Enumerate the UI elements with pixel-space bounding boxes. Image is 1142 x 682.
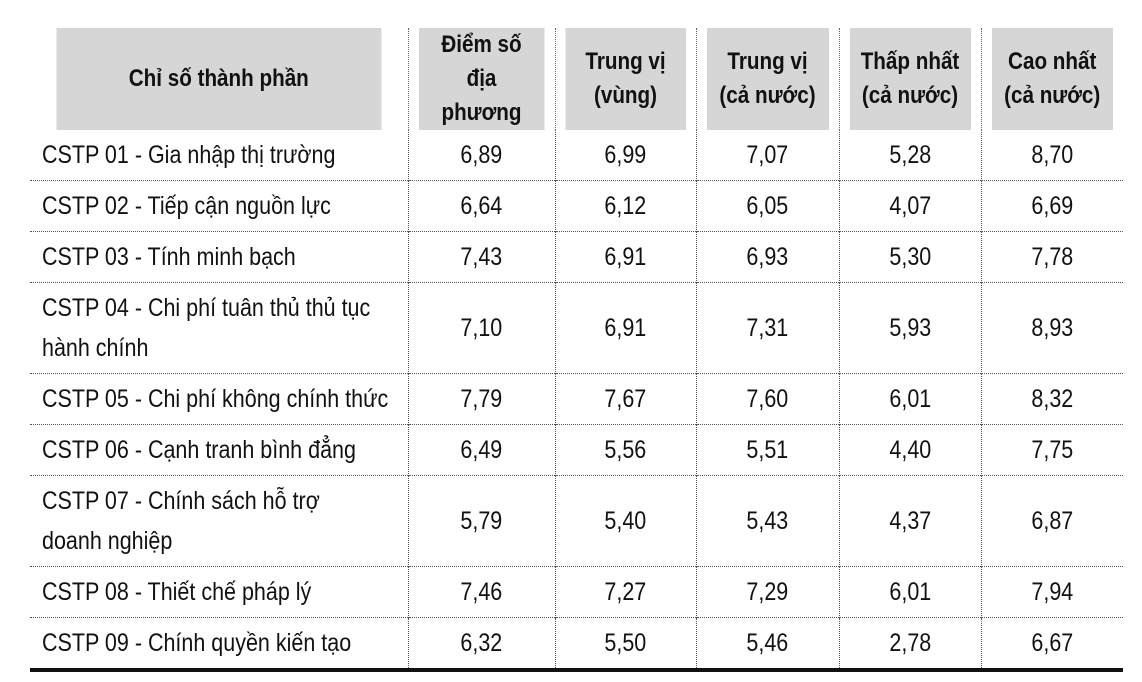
cell-national-min: 6,01 xyxy=(839,567,981,618)
header-regional-median xyxy=(565,28,686,130)
cell-national-min: 5,30 xyxy=(839,232,981,283)
table-row xyxy=(30,476,1123,567)
cell-national-max: 7,75 xyxy=(981,425,1123,476)
row-label: CSTP 03 - Tính minh bạch xyxy=(30,232,408,283)
row-label: CSTP 08 - Thiết chế pháp lý xyxy=(30,567,408,618)
cell-national-median: 6,93 xyxy=(696,232,839,283)
cell-local-score: 7,10 xyxy=(408,283,555,374)
table-row xyxy=(30,567,1123,618)
table-row xyxy=(30,374,1123,425)
cell-regional-median: 7,27 xyxy=(555,567,696,618)
cell-national-median: 7,60 xyxy=(696,374,839,425)
cell-local-score: 6,32 xyxy=(408,618,555,669)
cell-local-score: 7,46 xyxy=(408,567,555,618)
cell-national-min: 4,37 xyxy=(839,476,981,567)
cell-regional-median: 5,50 xyxy=(555,618,696,669)
cell-national-median: 7,29 xyxy=(696,567,839,618)
cell-local-score: 6,89 xyxy=(408,130,555,181)
header-text-line1: Trung vị xyxy=(727,48,808,75)
cell-regional-median: 5,56 xyxy=(555,425,696,476)
header-national-max xyxy=(991,28,1113,130)
header-national-min xyxy=(849,28,971,130)
cell-national-max: 8,93 xyxy=(981,283,1123,374)
cell-national-max: 6,67 xyxy=(981,618,1123,669)
row-label: CSTP 07 - Chính sách hỗ trợ doanh nghiệp xyxy=(30,476,408,567)
cell-regional-median: 6,91 xyxy=(555,232,696,283)
header-text: Chỉ số thành phần xyxy=(128,65,309,92)
cell-national-median: 5,51 xyxy=(696,425,839,476)
cell-national-min: 4,07 xyxy=(839,181,981,232)
table-row xyxy=(30,130,1123,181)
cell-national-max: 8,32 xyxy=(981,374,1123,425)
table-row xyxy=(30,181,1123,232)
table-body xyxy=(30,130,1123,668)
table-bottom-rule xyxy=(30,668,1123,672)
component-index-table-container xyxy=(30,28,1123,672)
cell-national-max: 7,78 xyxy=(981,232,1123,283)
cell-local-score: 6,64 xyxy=(408,181,555,232)
header-row xyxy=(30,28,1123,130)
table-row xyxy=(30,618,1123,669)
cell-regional-median: 6,91 xyxy=(555,283,696,374)
header-text-line2: (cả nước) xyxy=(1004,82,1101,109)
cell-local-score: 7,79 xyxy=(408,374,555,425)
header-national-median xyxy=(706,28,829,130)
cell-national-median: 5,43 xyxy=(696,476,839,567)
cell-regional-median: 7,67 xyxy=(555,374,696,425)
cell-national-min: 5,28 xyxy=(839,130,981,181)
header-local-score xyxy=(418,28,544,130)
row-label: CSTP 09 - Chính quyền kiến tạo xyxy=(30,618,408,669)
cell-local-score: 7,43 xyxy=(408,232,555,283)
header-component-index xyxy=(56,28,381,130)
cell-national-max: 6,87 xyxy=(981,476,1123,567)
row-label: CSTP 02 - Tiếp cận nguồn lực xyxy=(30,181,408,232)
header-text-line1: Trung vị xyxy=(585,48,666,75)
cell-national-max: 7,94 xyxy=(981,567,1123,618)
row-label: CSTP 05 - Chi phí không chính thức xyxy=(30,374,408,425)
cell-regional-median: 5,40 xyxy=(555,476,696,567)
table-row xyxy=(30,232,1123,283)
cell-national-median: 7,07 xyxy=(696,130,839,181)
table-header xyxy=(30,28,1123,130)
header-text-line1: Điểm số xyxy=(441,31,522,58)
cell-national-median: 6,05 xyxy=(696,181,839,232)
cell-national-median: 7,31 xyxy=(696,283,839,374)
cell-national-median: 5,46 xyxy=(696,618,839,669)
table-row xyxy=(30,283,1123,374)
cell-national-max: 6,69 xyxy=(981,181,1123,232)
header-text-line2: (vùng) xyxy=(593,82,658,109)
cell-national-min: 6,01 xyxy=(839,374,981,425)
table-row xyxy=(30,425,1123,476)
cell-national-min: 4,40 xyxy=(839,425,981,476)
row-label: CSTP 06 - Cạnh tranh bình đẳng xyxy=(30,425,408,476)
row-label: CSTP 04 - Chi phí tuân thủ thủ tục hành chính xyxy=(30,283,408,374)
header-text-line2: (cả nước) xyxy=(719,82,816,109)
cell-local-score: 6,49 xyxy=(408,425,555,476)
header-text-line2: (cả nước) xyxy=(861,82,959,109)
row-label: CSTP 01 - Gia nhập thị trường xyxy=(42,141,336,169)
cell-national-max: 8,70 xyxy=(981,130,1123,181)
cell-regional-median: 6,99 xyxy=(555,130,696,181)
cell-local-score: 5,79 xyxy=(408,476,555,567)
header-text-line2: địa phương xyxy=(441,65,522,126)
cell-national-min: 5,93 xyxy=(839,283,981,374)
cell-regional-median: 6,12 xyxy=(555,181,696,232)
header-text-line1: Cao nhất xyxy=(1008,48,1097,75)
header-text-line1: Thấp nhất xyxy=(860,48,960,75)
cell-national-min: 2,78 xyxy=(839,618,981,669)
component-index-table xyxy=(30,28,1123,668)
